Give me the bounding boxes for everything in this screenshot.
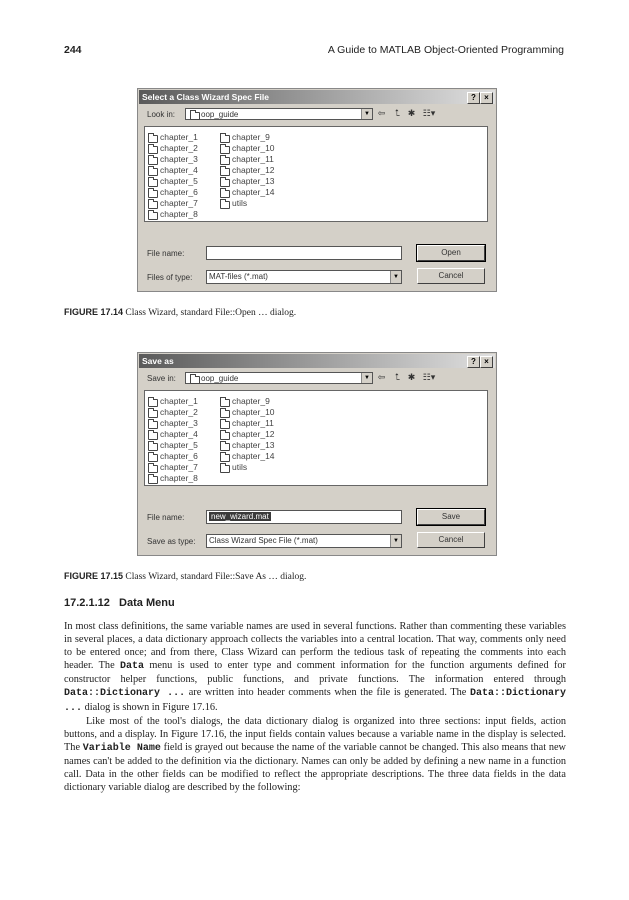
up-folder-icon[interactable]: ⮤ <box>394 372 401 382</box>
folder-icon <box>148 135 158 143</box>
folder-icon <box>220 399 230 407</box>
running-header <box>64 44 564 60</box>
folder-icon <box>190 376 200 384</box>
folder-icon <box>220 454 230 462</box>
chevron-down-icon[interactable]: ▼ <box>361 109 372 119</box>
dialog-title: Save as <box>142 356 174 366</box>
folder-icon <box>148 465 158 473</box>
list-item[interactable]: chapter_13 <box>219 176 275 187</box>
folder-icon <box>220 201 230 209</box>
cancel-button[interactable]: Cancel <box>417 268 485 284</box>
dialog-titlebar <box>139 90 495 104</box>
folder-icon <box>148 146 158 154</box>
figure-label: FIGURE 17.14 <box>64 307 124 317</box>
folder-icon <box>148 399 158 407</box>
folder-icon <box>148 201 158 209</box>
list-item[interactable]: chapter_4 <box>147 429 198 440</box>
help-button[interactable]: ? <box>467 92 480 104</box>
look-in-combo[interactable] <box>185 108 373 120</box>
save-as-type-label: Save as type: <box>147 537 196 546</box>
folder-icon <box>220 465 230 473</box>
folder-icon <box>220 168 230 176</box>
chevron-down-icon[interactable]: ▼ <box>361 373 372 383</box>
section-number: 17.2.1.12 <box>64 597 110 609</box>
list-item[interactable]: chapter_1 <box>147 396 198 407</box>
list-item[interactable]: chapter_10 <box>219 143 275 154</box>
list-item[interactable]: chapter_8 <box>147 473 198 484</box>
back-icon[interactable]: ⇦ <box>377 372 386 382</box>
list-item[interactable]: chapter_9 <box>219 132 270 143</box>
save-dialog <box>137 352 497 556</box>
figure-caption <box>64 307 296 318</box>
view-menu-icon[interactable]: ☷▾ <box>422 108 436 118</box>
page-number: 244 <box>64 44 82 56</box>
folder-icon <box>148 454 158 462</box>
figure-caption-text: Class Wizard, standard File::Save As … dialog. <box>125 572 307 582</box>
list-item[interactable]: chapter_9 <box>219 396 270 407</box>
folder-icon <box>220 443 230 451</box>
folder-icon <box>220 157 230 165</box>
file-type-select[interactable]: MAT-files (*.mat) ▼ <box>206 270 402 284</box>
list-item[interactable]: chapter_12 <box>219 429 275 440</box>
list-item[interactable]: chapter_13 <box>219 440 275 451</box>
folder-icon <box>220 179 230 187</box>
up-folder-icon[interactable]: ⮤ <box>394 108 401 118</box>
list-item[interactable]: chapter_7 <box>147 462 198 473</box>
folder-icon <box>148 157 158 165</box>
save-as-type-select[interactable]: Class Wizard Spec File (*.mat) ▼ <box>206 534 402 548</box>
file-type-label: Files of type: <box>147 273 193 282</box>
folder-icon <box>148 212 158 220</box>
list-item[interactable]: chapter_7 <box>147 198 198 209</box>
list-item[interactable]: chapter_3 <box>147 154 198 165</box>
list-item[interactable]: chapter_6 <box>147 187 198 198</box>
folder-icon <box>148 476 158 484</box>
view-menu-icon[interactable]: ☷▾ <box>422 372 436 382</box>
figure-caption-text: Class Wizard, standard File::Open … dialog. <box>125 308 297 318</box>
folder-icon <box>148 421 158 429</box>
body-text <box>64 620 566 794</box>
list-item[interactable]: chapter_12 <box>219 165 275 176</box>
folder-icon <box>190 112 200 120</box>
paragraph: Like most of the tool's dialogs, the data dictionary dialog is organized into three sections: input fields, action buttons, and a display. In Figure 17.16, the input fields contain values because a variable name in the display is selected. The Variable Name field is grayed out because the name of the variable cannot be changed. This also means that new names can't be added to the definition via the dictionary. Names can only be added by defining a new name in a function call. Data in the other fields can be modified to reflect the appropriate descriptions. The three data fields in the data dictionary variable dialog are described by the following: <box>64 715 566 794</box>
folder-icon <box>148 443 158 451</box>
look-in-value: oop_guide <box>201 110 239 119</box>
folder-icon <box>148 432 158 440</box>
dialog-title: Select a Class Wizard Spec File <box>142 92 270 102</box>
folder-icon <box>148 190 158 198</box>
close-button[interactable]: × <box>480 92 493 104</box>
folder-icon <box>220 421 230 429</box>
list-item[interactable]: chapter_10 <box>219 407 275 418</box>
folder-icon <box>148 179 158 187</box>
back-icon[interactable]: ⇦ <box>377 108 386 118</box>
list-item[interactable]: chapter_5 <box>147 176 198 187</box>
close-button[interactable]: × <box>480 356 493 368</box>
open-dialog <box>137 88 497 292</box>
file-name-label: File name: <box>147 249 185 258</box>
folder-icon <box>220 135 230 143</box>
list-item[interactable]: chapter_5 <box>147 440 198 451</box>
save-in-value: oop_guide <box>201 374 239 383</box>
folder-icon <box>220 432 230 440</box>
section-title: Data Menu <box>119 597 175 609</box>
list-item[interactable]: utils <box>219 462 247 473</box>
file-name-label: File name: <box>147 513 185 522</box>
dialog-titlebar <box>139 354 495 368</box>
folder-icon <box>148 168 158 176</box>
folder-icon <box>220 146 230 154</box>
save-button[interactable]: Save <box>417 509 485 525</box>
figure-label: FIGURE 17.15 <box>64 571 124 581</box>
list-item[interactable]: chapter_6 <box>147 451 198 462</box>
section-heading <box>64 597 175 609</box>
save-in-combo[interactable] <box>185 372 373 384</box>
list-item[interactable]: chapter_8 <box>147 209 198 220</box>
list-item[interactable]: chapter_14 <box>219 451 275 462</box>
list-item[interactable]: chapter_11 <box>219 418 274 429</box>
chevron-down-icon[interactable]: ▼ <box>390 271 401 283</box>
list-item[interactable]: chapter_11 <box>219 154 274 165</box>
new-folder-icon[interactable]: ✱ <box>407 372 416 382</box>
help-button[interactable]: ? <box>467 356 480 368</box>
folder-icon <box>220 410 230 418</box>
list-item[interactable]: chapter_1 <box>147 132 198 143</box>
open-button[interactable]: Open <box>417 245 485 261</box>
list-item[interactable]: chapter_2 <box>147 143 198 154</box>
cancel-button[interactable]: Cancel <box>417 532 485 548</box>
list-item[interactable]: chapter_4 <box>147 165 198 176</box>
folder-icon <box>148 410 158 418</box>
book-title: A Guide to MATLAB Object-Oriented Programming <box>327 44 564 56</box>
new-folder-icon[interactable]: ✱ <box>407 108 416 118</box>
list-item[interactable]: utils <box>219 198 247 209</box>
list-item[interactable]: chapter_3 <box>147 418 198 429</box>
file-name-input[interactable]: new_wizard.mat <box>206 510 402 524</box>
chevron-down-icon[interactable]: ▼ <box>390 535 401 547</box>
figure-caption <box>64 571 306 582</box>
paragraph: In most class definitions, the same variable names are used in several functions. Rather than commenting these variables in several places, a data dictionary approach collects the variables into a central location. That way, comments only need to be entered once; and from there, Class Wizard can perform the tedious task of repeating the comments into each header. The Data menu is used to enter type and comment information for the function arguments defined for constructor helper functions, public functions, and private functions. The information entered through Data::Dictionary ... are written into header comments when the file is generated. The Data::Dictionary ... dialog is shown in Figure 17.16. <box>64 621 566 714</box>
file-name-input[interactable] <box>206 246 402 260</box>
list-item[interactable]: chapter_2 <box>147 407 198 418</box>
file-list <box>144 390 488 486</box>
list-item[interactable]: chapter_14 <box>219 187 275 198</box>
file-list <box>144 126 488 222</box>
folder-icon <box>220 190 230 198</box>
save-in-label: Save in: <box>147 374 176 383</box>
look-in-label: Look in: <box>147 110 176 119</box>
